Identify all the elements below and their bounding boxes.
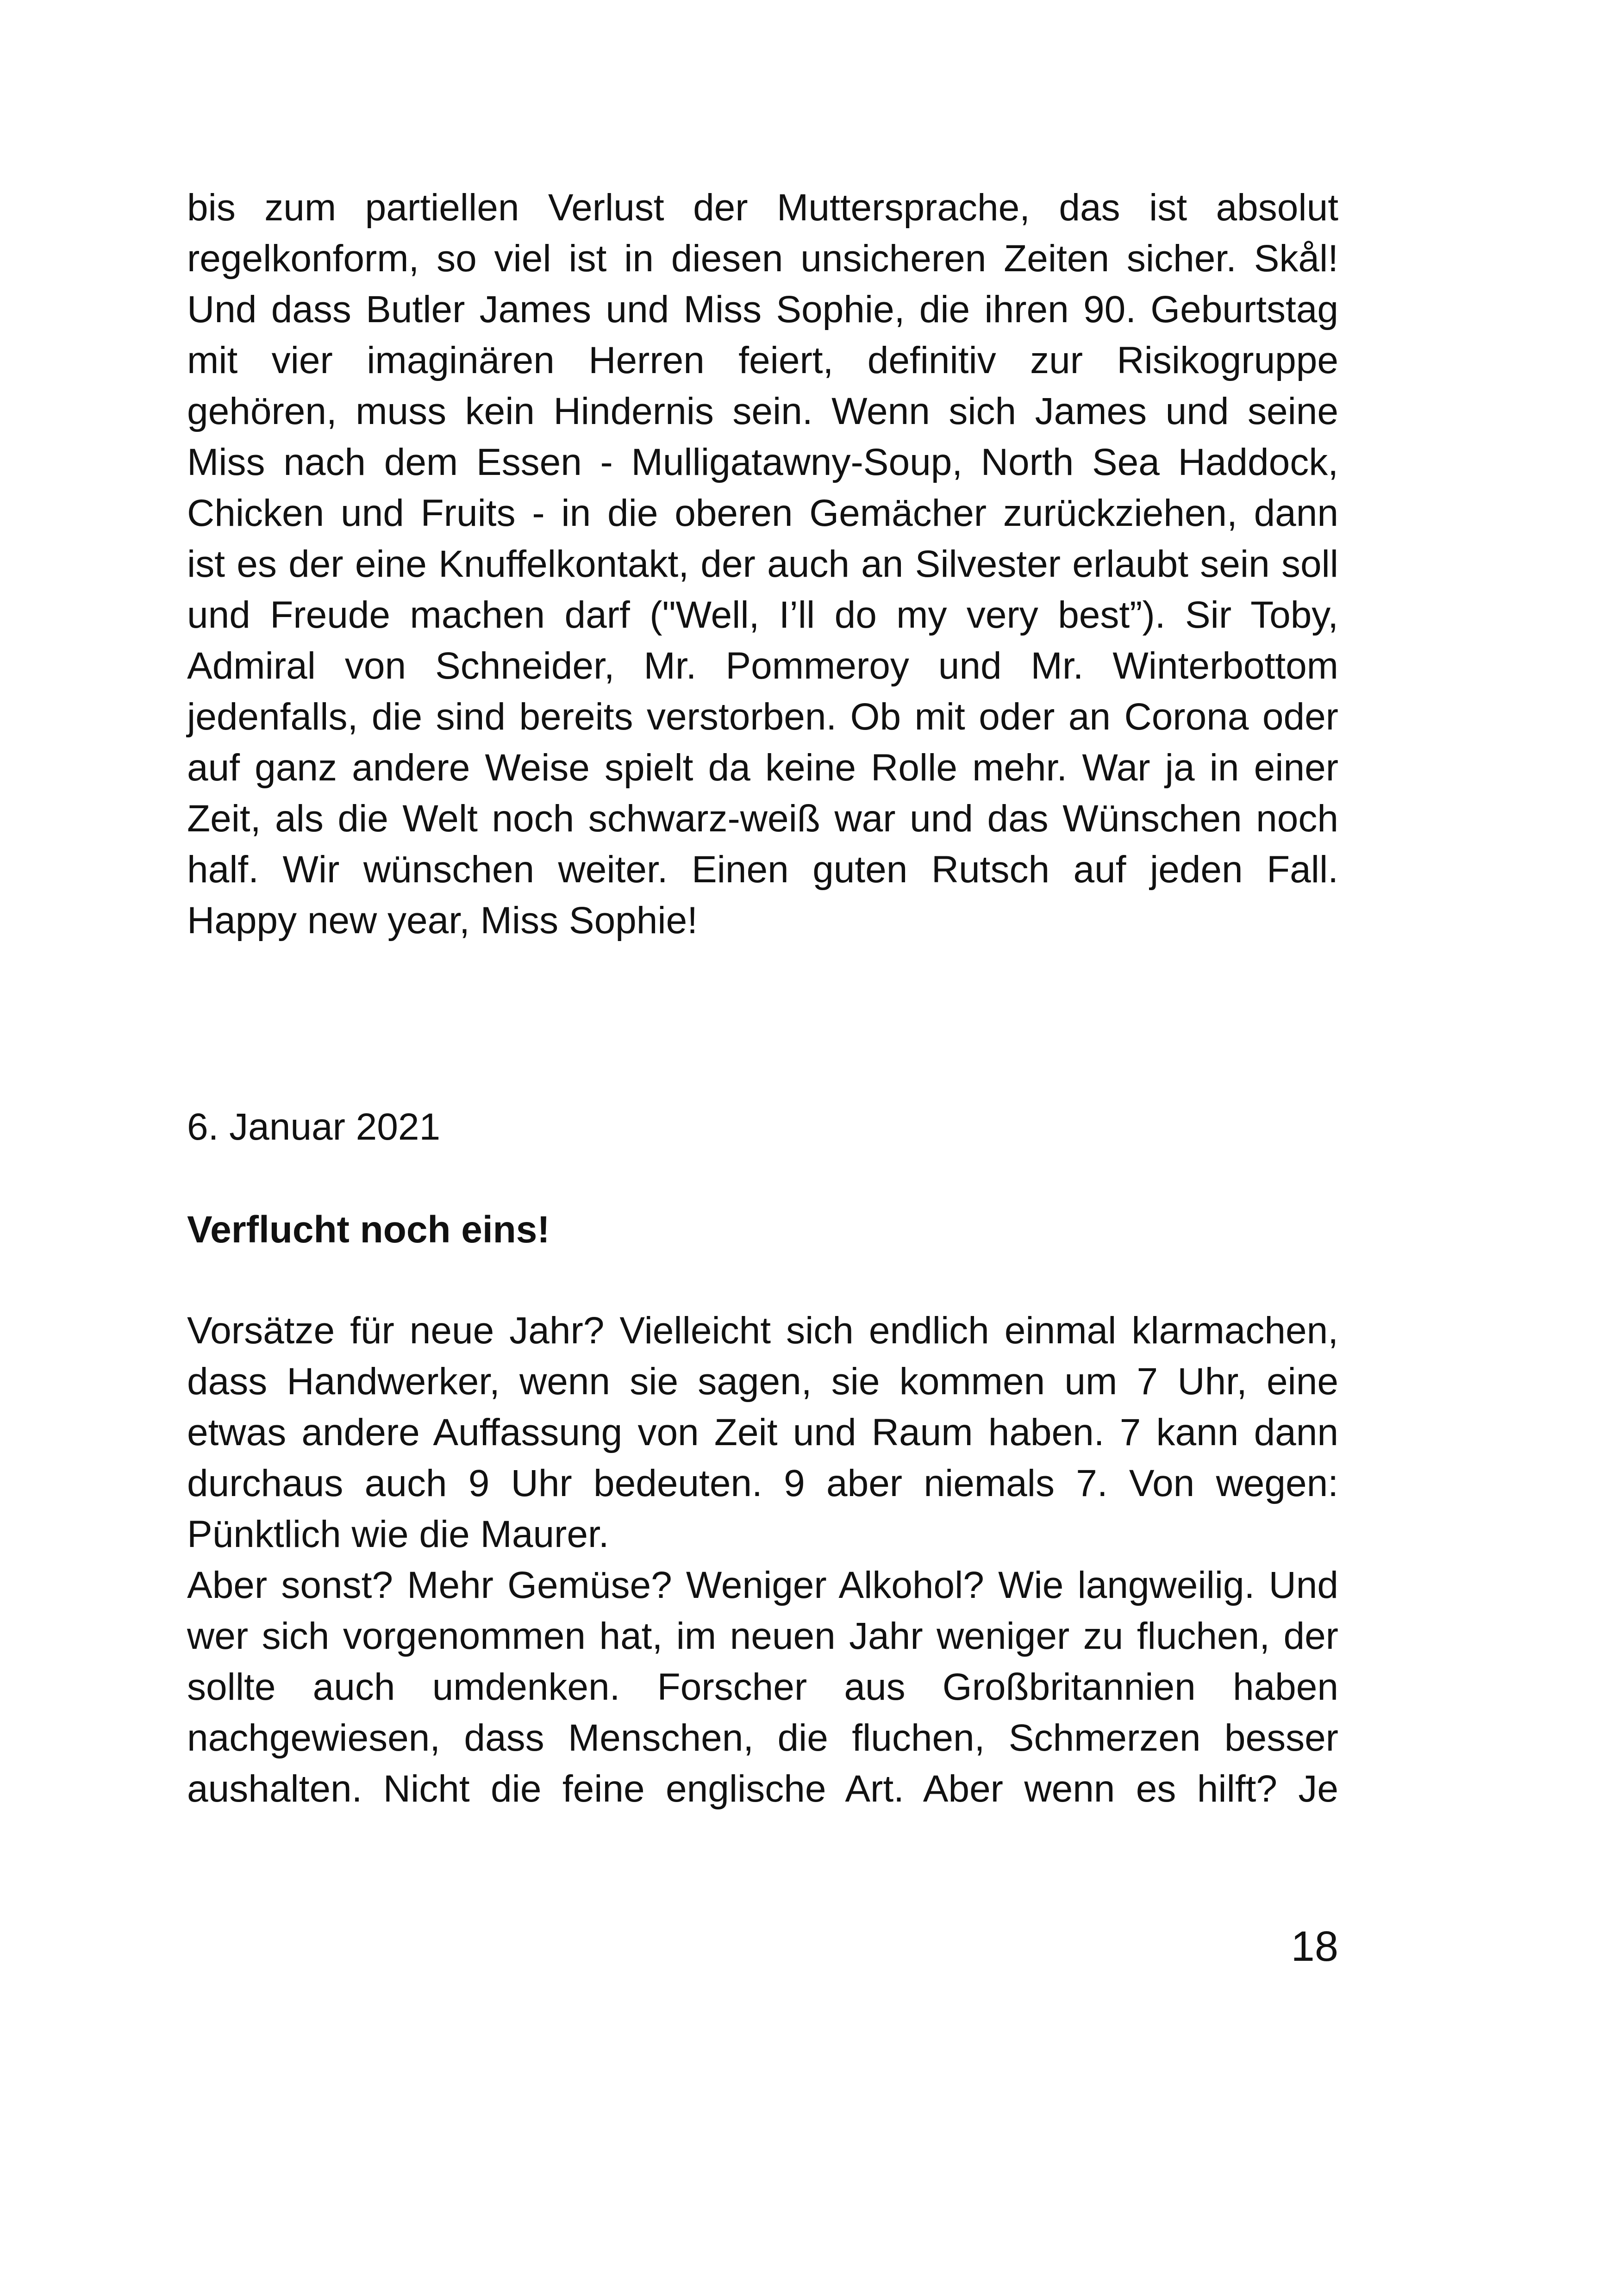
text-line: Pünktlich wie die Maurer. — [187, 1513, 609, 1555]
text-line: aushalten. Nicht die feine englische Art. Aber wenn es hilft? Je — [187, 1768, 1338, 1810]
page-number: 18 — [1291, 1923, 1338, 1970]
text-line: nachgewiesen, dass Menschen, die fluchen, Schmerzen besser — [187, 1717, 1338, 1759]
text-line: Zeit, als die Welt noch schwarz-weiß war und das Wünschen noch — [187, 798, 1338, 840]
text-line: Admiral von Schneider, Mr. Pommeroy und Mr. Winterbottom — [187, 645, 1338, 687]
text-line: durchaus auch 9 Uhr bedeuten. 9 aber niemals 7. Von wegen: — [187, 1462, 1338, 1504]
text-line: Miss nach dem Essen - Mulligatawny-Soup, North Sea Haddock, — [187, 441, 1338, 483]
text-line: regelkonform, so viel ist in diesen unsicheren Zeiten sicher. Skål! — [187, 237, 1338, 280]
text-line: half. Wir wünschen weiter. Einen guten Rutsch auf jeden Fall. — [187, 848, 1338, 891]
text-line: etwas andere Auffassung von Zeit und Raum haben. 7 kann dann — [187, 1411, 1338, 1453]
text-line: wer sich vorgenommen hat, im neuen Jahr weniger zu fluchen, der — [187, 1615, 1338, 1657]
text-line: gehören, muss kein Hindernis sein. Wenn sich James und seine — [187, 390, 1338, 432]
text-line: Und dass Butler James und Miss Sophie, die ihren 90. Geburtstag — [187, 288, 1338, 331]
text-line: mit vier imaginären Herren feiert, definitiv zur Risikogruppe — [187, 339, 1338, 381]
text-line: sollte auch umdenken. Forscher aus Großbritannien haben — [187, 1666, 1338, 1708]
entry-body — [187, 1305, 1338, 1815]
text-line: dass Handwerker, wenn sie sagen, sie kommen um 7 Uhr, eine — [187, 1360, 1338, 1403]
text-line: und Freude machen darf ("Well, I’ll do my very best”). Sir Toby, — [187, 594, 1338, 636]
entry-date: 6. Januar 2021 — [187, 1106, 441, 1148]
text-line: Chicken und Fruits - in die oberen Gemächer zurückziehen, dann — [187, 492, 1338, 534]
paragraph-continued — [187, 182, 1338, 946]
text-line: Happy new year, Miss Sophie! — [187, 899, 698, 942]
text-line: auf ganz andere Weise spielt da keine Rolle mehr. War ja in einer — [187, 747, 1338, 789]
entry-title: Verflucht noch eins! — [187, 1209, 550, 1251]
text-line: ist es der eine Knuffelkontakt, der auch an Silvester erlaubt sein soll — [187, 543, 1338, 585]
text-line: bis zum partiellen Verlust der Muttersprache, das ist absolut — [187, 187, 1338, 229]
text-line: jedenfalls, die sind bereits verstorben. Ob mit oder an Corona oder — [187, 696, 1338, 738]
text-line: Aber sonst? Mehr Gemüse? Weniger Alkohol? Wie langweilig. Und — [187, 1564, 1338, 1606]
text-line: Vorsätze für neue Jahr? Vielleicht sich endlich einmal klarmachen, — [187, 1310, 1338, 1352]
